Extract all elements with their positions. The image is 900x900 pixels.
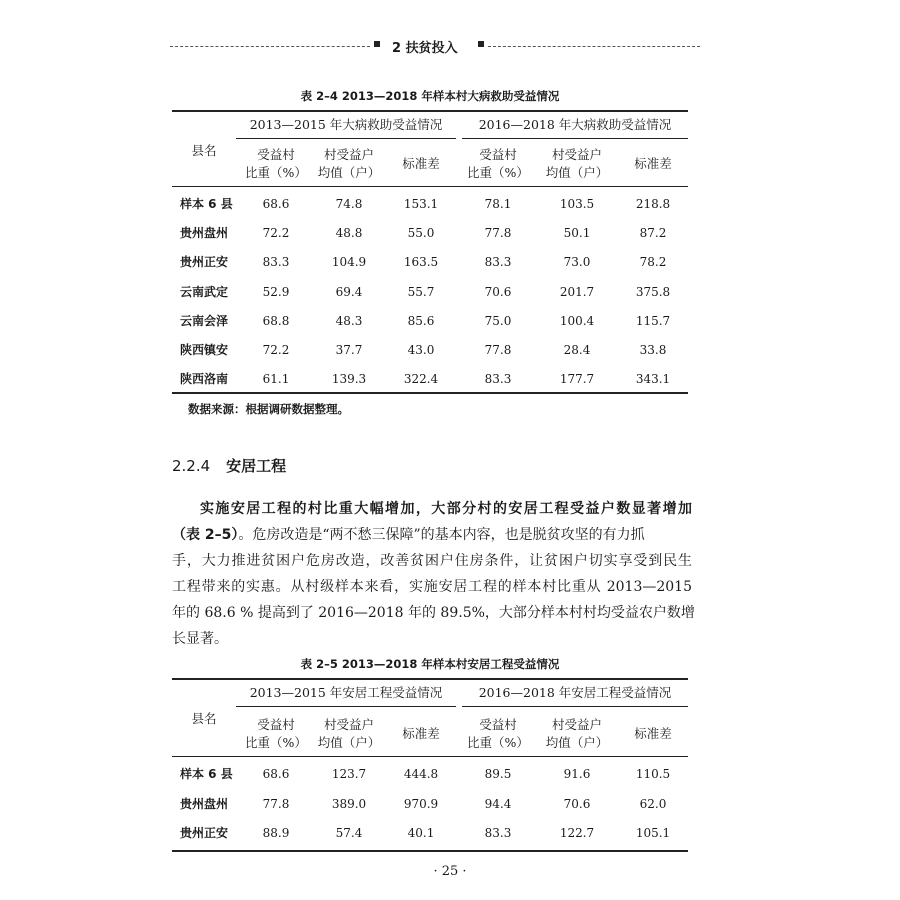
group-header-1: 2013—2015 年安居工程受益情况 xyxy=(249,685,443,700)
table-reference: （表 2–5） xyxy=(172,527,239,543)
mean-2013-2015: 104.9 xyxy=(331,255,367,270)
col-header-share: 受益村 xyxy=(479,717,517,732)
share-2013-2015: 68.8 xyxy=(262,313,290,328)
col-header-share: 受益村 xyxy=(257,717,295,732)
table-top-rule xyxy=(172,110,688,112)
group-header-2: 2016—2018 年安居工程受益情况 xyxy=(478,685,672,700)
sd-2016-2018: 62.0 xyxy=(639,796,667,811)
table-bottom-rule xyxy=(172,392,688,394)
share-2013-2015: 88.9 xyxy=(262,826,290,840)
paragraph-line: 手，大力推进贫困户危房改造，改善贫困户住房条件，让贫困户切实享受到民生 xyxy=(172,553,692,569)
col-header-share: 比重（%） xyxy=(245,165,307,180)
section-title: 安居工程 xyxy=(226,457,287,475)
mean-2013-2015: 69.4 xyxy=(335,284,363,299)
sd-2013-2015: 163.5 xyxy=(403,255,439,270)
share-2013-2015: 52.9 xyxy=(262,284,290,299)
table-2-4-caption: 表 2–4 2013—2018 年样本村大病救助受益情况 xyxy=(300,89,560,103)
sd-2013-2015: 444.8 xyxy=(403,767,439,781)
sd-2013-2015: 40.1 xyxy=(407,826,435,840)
share-2016-2018: 75.0 xyxy=(484,313,512,328)
data-source-note: 数据来源：根据调研数据整理。 xyxy=(188,402,349,416)
county-name: 陕西镇安 xyxy=(180,343,229,357)
mean-2013-2015: 123.7 xyxy=(331,767,367,781)
sd-2013-2015: 55.0 xyxy=(407,226,435,241)
paragraph-line: （表 2–5）。危房改造是“两不愁三保障”的基本内容，也是脱贫攻坚的有力抓 xyxy=(172,527,645,543)
col-header-mean: 村受益户 xyxy=(323,147,374,162)
chapter-title: 2 扶贫投入 xyxy=(392,41,458,56)
county-name: 云南会泽 xyxy=(180,313,229,328)
mean-2016-2018: 103.5 xyxy=(559,197,595,211)
sd-2013-2015: 55.7 xyxy=(407,284,435,299)
county-header: 县名 xyxy=(191,143,217,158)
share-2016-2018: 83.3 xyxy=(484,255,512,270)
group-rule xyxy=(236,706,456,707)
col-header-mean: 均值（户） xyxy=(545,165,609,180)
sd-2016-2018: 110.5 xyxy=(635,767,671,781)
share-2013-2015: 61.1 xyxy=(262,372,290,387)
share-2016-2018: 77.8 xyxy=(484,226,512,241)
col-header-mean: 村受益户 xyxy=(551,147,602,162)
header-bullet-left xyxy=(374,41,380,47)
mean-2016-2018: 73.0 xyxy=(563,255,591,270)
col-header-share: 比重（%） xyxy=(467,165,529,180)
sd-2016-2018: 87.2 xyxy=(639,226,667,241)
col-header-sd: 标准差 xyxy=(634,156,672,171)
sd-2016-2018: 105.1 xyxy=(635,826,671,840)
share-2013-2015: 72.2 xyxy=(262,226,290,241)
table-2-5-caption: 表 2–5 2013—2018 年样本村安居工程受益情况 xyxy=(300,657,560,671)
share-2013-2015: 68.6 xyxy=(262,767,290,781)
mean-2013-2015: 74.8 xyxy=(335,197,363,211)
col-header-sd: 标准差 xyxy=(634,726,672,741)
header-rule xyxy=(172,756,688,757)
share-2013-2015: 72.2 xyxy=(262,343,290,357)
county-name: 陕西洛南 xyxy=(180,372,229,387)
header-bullet-right xyxy=(478,41,484,47)
col-header-share: 受益村 xyxy=(479,147,517,162)
sd-2013-2015: 322.4 xyxy=(403,372,439,387)
share-2016-2018: 78.1 xyxy=(484,197,512,211)
col-header-share: 受益村 xyxy=(257,147,295,162)
col-header-mean: 村受益户 xyxy=(551,717,602,732)
sd-2016-2018: 78.2 xyxy=(639,255,667,270)
paragraph-line: 年的 68.6 % 提高到了 2016—2018 年的 89.5%，大部分样本村村均受益农户数增 xyxy=(172,605,695,621)
sd-2013-2015: 85.6 xyxy=(407,313,435,328)
share-2016-2018: 94.4 xyxy=(484,796,512,811)
mean-2016-2018: 122.7 xyxy=(559,826,595,840)
col-header-mean: 村受益户 xyxy=(323,717,374,732)
running-header xyxy=(170,36,700,58)
sd-2013-2015: 970.9 xyxy=(403,796,439,811)
header-rule-right xyxy=(488,46,700,47)
section-number: 2.2.4 xyxy=(172,457,211,475)
sd-2016-2018: 33.8 xyxy=(639,343,667,357)
share-2016-2018: 83.3 xyxy=(484,372,512,387)
col-header-share: 比重（%） xyxy=(467,735,529,750)
paragraph-line: 工程带来的实惠。从村级样本来看，实施安居工程的样本村比重从 2013—2015 xyxy=(172,579,692,595)
share-2016-2018: 77.8 xyxy=(484,343,512,357)
sd-2016-2018: 115.7 xyxy=(635,313,671,328)
col-header-share: 比重（%） xyxy=(245,735,307,750)
group-rule xyxy=(236,138,456,139)
col-header-sd: 标准差 xyxy=(402,726,440,741)
county-name: 贵州盘州 xyxy=(180,796,229,811)
table-top-rule xyxy=(172,678,688,680)
paragraph-line: 长显著。 xyxy=(172,631,228,647)
county-name: 样本 6 县 xyxy=(180,767,233,781)
share-2016-2018: 89.5 xyxy=(484,767,512,781)
col-header-mean: 均值（户） xyxy=(317,165,381,180)
sd-2016-2018: 218.8 xyxy=(635,197,671,211)
mean-2013-2015: 48.3 xyxy=(335,313,363,328)
county-name: 贵州盘州 xyxy=(180,226,229,241)
county-name: 云南武定 xyxy=(180,284,229,299)
group-rule xyxy=(462,138,688,139)
paragraph-line xyxy=(172,496,692,522)
col-header-mean: 均值（户） xyxy=(545,735,609,750)
mean-2013-2015: 57.4 xyxy=(335,826,363,840)
mean-2016-2018: 177.7 xyxy=(559,372,595,387)
mean-2016-2018: 28.4 xyxy=(563,343,591,357)
mean-2013-2015: 389.0 xyxy=(331,796,367,811)
mean-2013-2015: 48.8 xyxy=(335,226,363,241)
sd-2016-2018: 343.1 xyxy=(635,372,671,387)
section-heading xyxy=(172,455,286,476)
table-bottom-rule xyxy=(172,850,688,852)
table-2-5 xyxy=(172,678,688,858)
header-rule xyxy=(172,186,688,187)
sd-2013-2015: 43.0 xyxy=(407,343,435,357)
sd-2013-2015: 153.1 xyxy=(403,197,439,211)
group-header-2: 2016—2018 年大病救助受益情况 xyxy=(478,117,672,132)
group-header-1: 2013—2015 年大病救助受益情况 xyxy=(249,117,443,132)
mean-2013-2015: 139.3 xyxy=(331,372,367,387)
share-2013-2015: 77.8 xyxy=(262,796,290,811)
table-2-4 xyxy=(172,110,688,400)
county-name: 样本 6 县 xyxy=(180,197,233,211)
col-header-mean: 均值（户） xyxy=(317,735,381,750)
mean-2016-2018: 70.6 xyxy=(563,796,591,811)
group-rule xyxy=(462,706,688,707)
page-number: · 25 · xyxy=(433,864,467,879)
share-2013-2015: 68.6 xyxy=(262,197,290,211)
mean-2016-2018: 50.1 xyxy=(563,226,591,241)
share-2013-2015: 83.3 xyxy=(262,255,290,270)
county-name: 贵州正安 xyxy=(180,255,229,270)
mean-2016-2018: 201.7 xyxy=(559,284,595,299)
mean-2013-2015: 37.7 xyxy=(335,343,363,357)
sd-2016-2018: 375.8 xyxy=(635,284,671,299)
paragraph-lead: 实施安居工程的村比重大幅增加，大部分村的安居工程受益户数显著增加 xyxy=(200,501,692,517)
share-2016-2018: 83.3 xyxy=(484,826,512,840)
share-2016-2018: 70.6 xyxy=(484,284,512,299)
col-header-sd: 标准差 xyxy=(402,156,440,171)
county-header: 县名 xyxy=(191,711,217,726)
body-paragraph xyxy=(172,496,695,652)
mean-2016-2018: 91.6 xyxy=(563,767,591,781)
mean-2016-2018: 100.4 xyxy=(559,313,595,328)
header-rule-left xyxy=(170,46,370,47)
county-name: 贵州正安 xyxy=(180,826,229,840)
